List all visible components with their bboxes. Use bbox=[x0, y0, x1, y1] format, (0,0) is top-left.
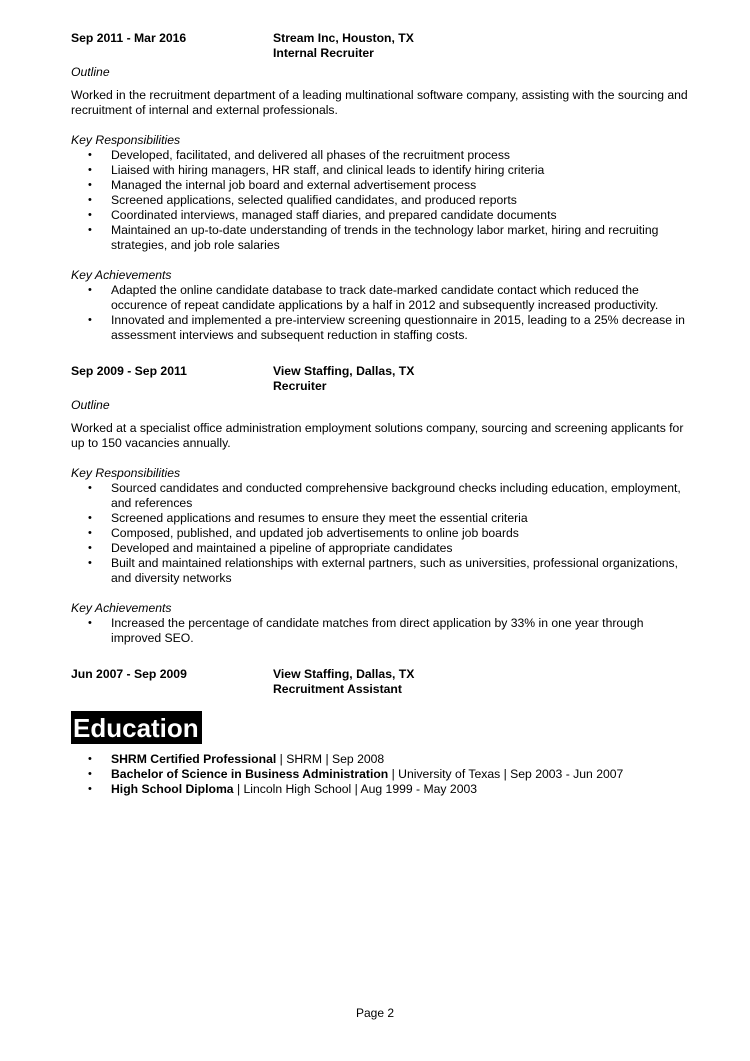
education-name: SHRM Certified Professional bbox=[111, 752, 277, 766]
responsibilities-list bbox=[71, 148, 691, 253]
job-entry bbox=[71, 364, 691, 646]
job-org bbox=[273, 31, 691, 61]
achievements-label: Key Achievements bbox=[71, 601, 172, 615]
outline-label: Outline bbox=[71, 398, 110, 412]
achievements-list bbox=[71, 616, 691, 646]
list-item: • Coordinated interviews, managed staff diaries, and prepared candidate documents bbox=[71, 208, 691, 223]
list-item: • Screened applications, selected qualified candidates, and produced reports bbox=[71, 193, 691, 208]
page-number: Page 2 bbox=[355, 1006, 395, 1020]
education-item bbox=[71, 752, 691, 767]
responsibilities-label: Key Responsibilities bbox=[71, 133, 181, 147]
job-entry bbox=[71, 667, 691, 697]
education-item bbox=[71, 782, 691, 797]
list-item: • Composed, published, and updated job advertisements to online job boards bbox=[71, 526, 691, 541]
job-header bbox=[71, 667, 691, 697]
job-header bbox=[71, 364, 691, 394]
job-company: View Staffing, Dallas, TX bbox=[273, 364, 415, 378]
list-item: • Adapted the online candidate database to track date-marked candidate contact which reduced the occurence of repeat candidate applications by a half in 2012 and subsequently increased productivity. bbox=[71, 283, 691, 313]
outline-text: Worked in the recruitment department of a leading multinational software company, assisting with the sourcing and recruitment of internal and external professionals. bbox=[71, 88, 688, 117]
education-details: | Lincoln High School | Aug 1999 - May 2003 bbox=[233, 782, 478, 796]
education-item bbox=[71, 767, 691, 782]
job-title: Internal Recruiter bbox=[273, 46, 374, 60]
job-dates: Sep 2009 - Sep 2011 bbox=[71, 364, 187, 378]
education-name: Bachelor of Science in Business Administration bbox=[111, 767, 389, 781]
education-details: | SHRM | Sep 2008 bbox=[276, 752, 385, 766]
job-dates: Jun 2007 - Sep 2009 bbox=[71, 667, 187, 681]
education-details: | University of Texas | Sep 2003 - Jun 2007 bbox=[388, 767, 624, 781]
outline-label: Outline bbox=[71, 65, 110, 79]
list-item: • Innovated and implemented a pre-interview screening questionnaire in 2015, leading to a 25% decrease in assessment interviews and subsequent reduction in staffing costs. bbox=[71, 313, 691, 343]
outline-text: Worked at a specialist office administration employment solutions company, sourcing and screening applicants for up to 150 vacancies annually. bbox=[71, 421, 684, 450]
job-title: Recruiter bbox=[273, 379, 327, 393]
list-item: • Developed and maintained a pipeline of appropriate candidates bbox=[71, 541, 691, 556]
list-item: • Managed the internal job board and external advertisement process bbox=[71, 178, 691, 193]
job-company: Stream Inc, Houston, TX bbox=[273, 31, 414, 45]
list-item: • Developed, facilitated, and delivered all phases of the recruitment process bbox=[71, 148, 691, 163]
job-dates: Sep 2011 - Mar 2016 bbox=[71, 31, 187, 45]
education-section bbox=[71, 697, 691, 797]
job-company: View Staffing, Dallas, TX bbox=[273, 667, 415, 681]
responsibilities-list bbox=[71, 481, 691, 586]
resume-page bbox=[71, 31, 691, 797]
list-item: • Built and maintained relationships with external partners, such as universities, professional organizations, and diversity networks bbox=[71, 556, 691, 586]
education-list bbox=[71, 752, 691, 797]
achievements-list bbox=[71, 283, 691, 343]
job-org bbox=[273, 364, 691, 394]
responsibilities-label: Key Responsibilities bbox=[71, 466, 181, 480]
job-org bbox=[273, 667, 691, 697]
list-item: • Liaised with hiring managers, HR staff, and clinical leads to identify hiring criteria bbox=[71, 163, 691, 178]
list-item: • Sourced candidates and conducted comprehensive background checks including education, employment, and references bbox=[71, 481, 691, 511]
education-heading: Education bbox=[71, 711, 202, 744]
education-name: High School Diploma bbox=[111, 782, 234, 796]
job-entry bbox=[71, 31, 691, 343]
job-header bbox=[71, 31, 691, 61]
job-title: Recruitment Assistant bbox=[273, 682, 402, 696]
achievements-label: Key Achievements bbox=[71, 268, 172, 282]
list-item: • Increased the percentage of candidate matches from direct application by 33% in one year through improved SEO. bbox=[71, 616, 691, 646]
list-item: • Maintained an up-to-date understanding of trends in the technology labor market, hiring and recruiting strategies, and job role salaries bbox=[71, 223, 691, 253]
list-item: • Screened applications and resumes to ensure they meet the essential criteria bbox=[71, 511, 691, 526]
